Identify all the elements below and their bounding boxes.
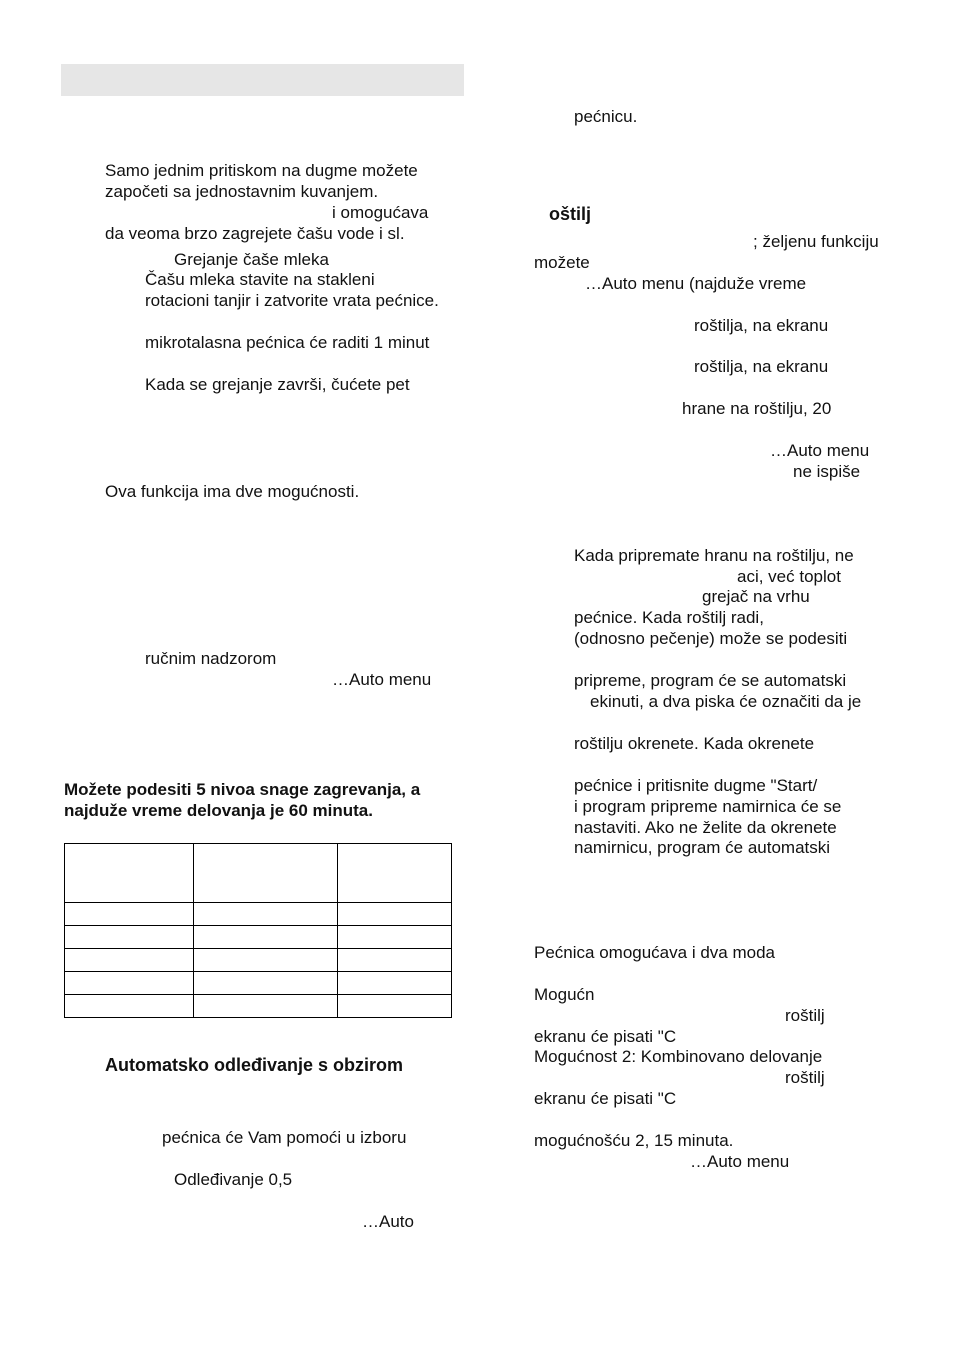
- paragraph-line: roštilja, na ekranu: [694, 316, 829, 335]
- note-line: pripreme, program će se automatski: [574, 671, 847, 690]
- note-line: i program pripreme namirnica će se: [574, 797, 842, 816]
- table-row: [65, 949, 452, 972]
- table-cell: [65, 844, 194, 903]
- table-cell: [193, 995, 338, 1018]
- paragraph-line: roštilj: [785, 1006, 825, 1025]
- paragraph-line: možete: [534, 253, 590, 272]
- bold-note: najduže vreme delovanja je 60 minuta.: [64, 801, 373, 820]
- step-line: Kada se grejanje završi, čućete pet: [145, 375, 410, 394]
- paragraph-line: ekranu će pisati "C: [534, 1027, 677, 1046]
- table-header-row: [65, 844, 452, 903]
- table-cell: [65, 995, 194, 1018]
- paragraph-line: Odleđivanje 0,5: [174, 1170, 293, 1189]
- paragraph-line: hrane na roštilju, 20: [682, 399, 832, 418]
- note-line: grejač na vrhu: [702, 587, 810, 606]
- paragraph-line: ekranu će pisati "C: [534, 1089, 677, 1108]
- paragraph-line: ne ispiše: [793, 462, 861, 481]
- table-cell: [338, 903, 452, 926]
- paragraph-line: …Auto menu: [770, 441, 870, 460]
- paragraph-line: Ova funkcija ima dve mogućnosti.: [105, 482, 360, 501]
- table-cell: [65, 949, 194, 972]
- paragraph-line: ručnim nadzorom: [145, 649, 277, 668]
- table-cell: [193, 844, 338, 903]
- note-line: Kada pripremate hranu na roštilju, ne: [574, 546, 854, 565]
- power-level-table: [64, 843, 452, 1018]
- step-line: rotacioni tanjir i zatvorite vrata pećnice.: [145, 291, 439, 310]
- section-header-bar: [61, 64, 464, 96]
- table-cell: [193, 949, 338, 972]
- table-cell: [338, 949, 452, 972]
- step-line: mikrotalasna pećnica će raditi 1 minut: [145, 333, 430, 352]
- example-title: Grejanje čaše mleka: [174, 250, 329, 269]
- bold-note: Možete podesiti 5 nivoa snage zagrevanja, a: [64, 780, 421, 799]
- table-cell: [193, 926, 338, 949]
- note-line: aci, već toplot: [737, 567, 841, 586]
- paragraph-line: mogućnošću 2, 15 minuta.: [534, 1131, 734, 1150]
- paragraph-line: …Auto menu: [690, 1152, 790, 1171]
- note-line: nastaviti. Ako ne želite da okrenete: [574, 818, 837, 837]
- paragraph-line: Pećnica omogućava i dva moda: [534, 943, 775, 962]
- table-row: [65, 972, 452, 995]
- paragraph-line: i omogućava: [332, 203, 429, 222]
- paragraph-line: da veoma brzo zagrejete čašu vode i sl.: [105, 224, 405, 243]
- table-row: [65, 903, 452, 926]
- note-line: pećnice. Kada roštilj radi,: [574, 608, 764, 627]
- paragraph-line: započeti sa jednostavnim kuvanjem.: [105, 182, 379, 201]
- paragraph-line: …Auto: [362, 1212, 414, 1231]
- table-cell: [193, 903, 338, 926]
- table-row: [65, 995, 452, 1018]
- table-cell: [65, 926, 194, 949]
- table-cell: [338, 995, 452, 1018]
- table-cell: [338, 972, 452, 995]
- table-cell: [193, 972, 338, 995]
- paragraph-line: pećnicu.: [574, 107, 638, 126]
- step-line: Čašu mleka stavite na stakleni: [145, 270, 375, 289]
- paragraph-line: Mogućn: [534, 985, 595, 1004]
- paragraph-line: …Auto menu: [332, 670, 432, 689]
- table-cell: [65, 972, 194, 995]
- section-heading: oštilj: [549, 204, 592, 224]
- table-cell: [65, 903, 194, 926]
- table-row: [65, 926, 452, 949]
- note-line: pećnice i pritisnite dugme "Start/: [574, 776, 818, 795]
- table-cell: [338, 844, 452, 903]
- paragraph-line: ; željenu funkciju: [753, 232, 879, 251]
- paragraph-line: Mogućnost 2: Kombinovano delovanje: [534, 1047, 823, 1066]
- paragraph-line: roštilj: [785, 1068, 825, 1087]
- table-cell: [338, 926, 452, 949]
- note-line: ekinuti, a dva piska će označiti da je: [590, 692, 862, 711]
- note-line: namirnicu, program će automatski: [574, 838, 831, 857]
- paragraph-line: Samo jednim pritiskom na dugme možete: [105, 161, 418, 180]
- note-line: roštilju okrenete. Kada okrenete: [574, 734, 815, 753]
- paragraph-line: roštilja, na ekranu: [694, 357, 829, 376]
- paragraph-line: pećnica će Vam pomoći u izboru: [162, 1128, 407, 1147]
- section-heading: Automatsko odleđivanje s obzirom: [105, 1055, 404, 1075]
- note-line: (odnosno pečenje) može se podesiti: [574, 629, 848, 648]
- paragraph-line: …Auto menu (najduže vreme: [585, 274, 807, 293]
